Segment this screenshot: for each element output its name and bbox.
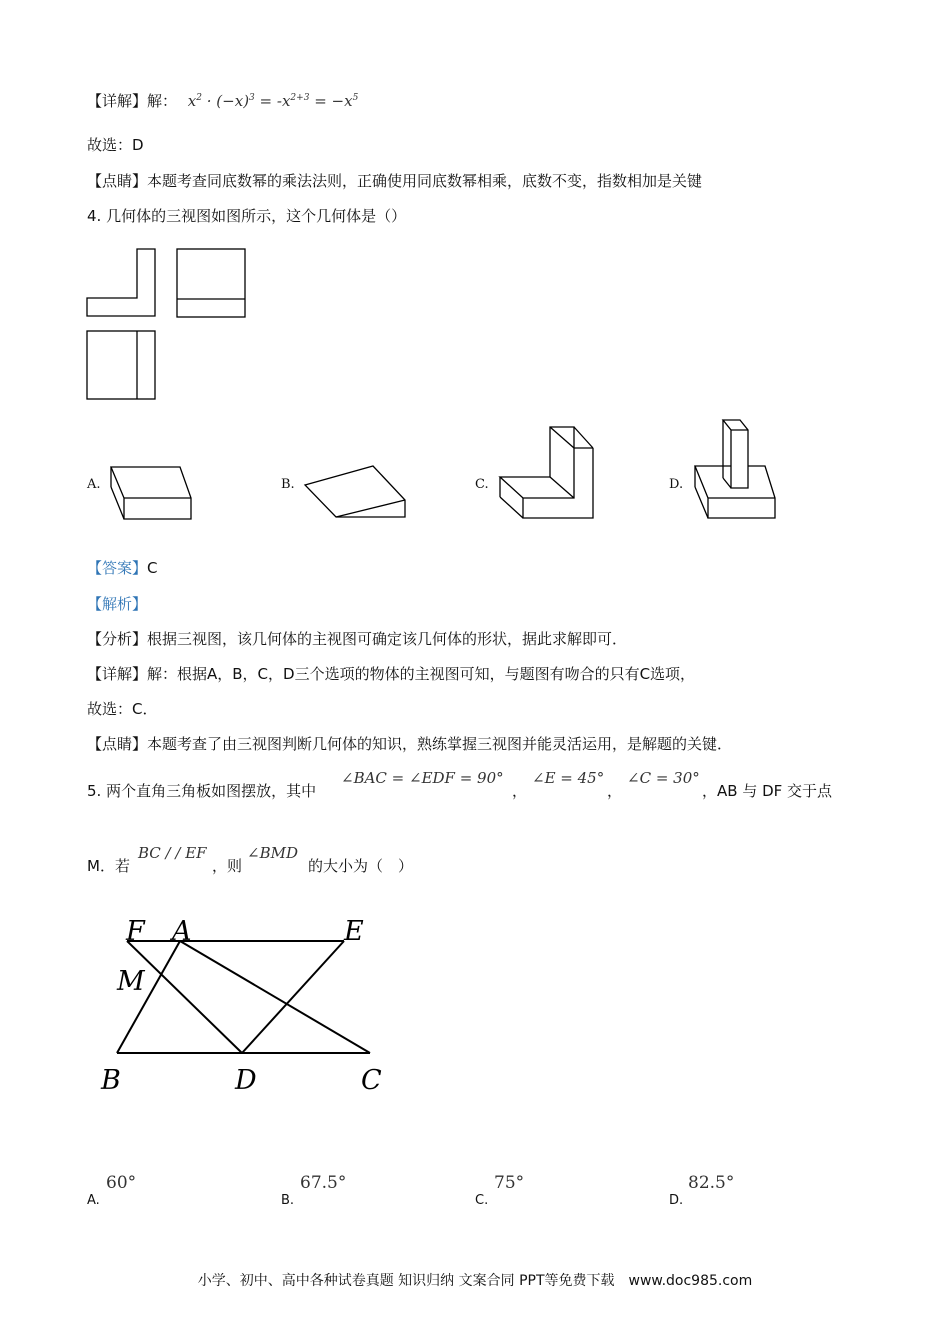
- point-d-label: D: [235, 1065, 257, 1096]
- option-a-label: A.: [87, 477, 101, 492]
- q5-stem-start: 5. 两个直角三角板如图摆放，其中: [87, 782, 317, 800]
- q5-cond4: BC / / EF: [138, 844, 207, 862]
- q5-cond3: ∠C = 30°: [627, 769, 700, 787]
- q5-option-d-label: D.: [669, 1193, 684, 1208]
- q5-line2-start: M．若: [87, 857, 130, 875]
- q5-line2-mid: ，则: [212, 857, 243, 875]
- q5-option-a-value: 60°: [106, 1173, 137, 1193]
- q5-option-a-label: A.: [87, 1193, 100, 1208]
- q5-option-c-label: C.: [475, 1193, 489, 1208]
- option-b-label: B.: [281, 477, 295, 492]
- q4-analysis: 【分析】根据三视图，该几何体的主视图可确定该几何体的形状，据此求解即可．: [87, 630, 628, 648]
- point-c-label: C: [361, 1065, 382, 1096]
- q5-option-b-value: 67.5°: [300, 1173, 347, 1193]
- q4-choose: 故选：C．: [87, 700, 158, 718]
- point-f-label: F: [126, 916, 145, 947]
- q5-option-b-label: B.: [281, 1193, 295, 1208]
- point-e-label: E: [344, 916, 364, 947]
- q5-stem-end: ，AB 与 DF 交于点: [702, 782, 833, 800]
- comment-prev: 【点睛】本题考查同底数幂的乘法法则，正确使用同底数幂相乘，底数不变，指数相加是关键: [87, 172, 703, 190]
- q5-cond1: ∠BAC = ∠EDF = 90°: [341, 769, 504, 787]
- q5-sep2: ，: [607, 782, 623, 800]
- point-a-label: A: [172, 916, 192, 947]
- q4-detail: 【详解】解：根据A，B，C，D三个选项的物体的主视图可知，与题图有吻合的只有C选项，: [87, 665, 696, 683]
- answer-prev: 故选：D: [87, 136, 144, 154]
- q5-option-d-value: 82.5°: [688, 1173, 735, 1193]
- q4-stem: 4. 几何体的三视图如图所示，这个几何体是（）: [87, 207, 407, 225]
- q5-option-c-value: 75°: [494, 1173, 525, 1193]
- detail-label: 【详解】解：: [87, 92, 178, 110]
- q4-comment: 【点睛】本题考查了由三视图判断几何体的知识，熟练掌握三视图并能灵活运用，是解题的关键．: [87, 735, 733, 753]
- q5-line2-end: 的大小为（ ）: [308, 857, 414, 875]
- q5-sep1: ，: [512, 782, 528, 800]
- option-c-label: C.: [475, 477, 489, 492]
- point-m-label: M: [117, 966, 145, 997]
- detail-formula: $x^2 \cdot (-x)^3 = -x^{2+3} = -x^5$: [187, 92, 359, 110]
- option-d-label: D.: [669, 477, 684, 492]
- point-b-label: B: [101, 1065, 121, 1096]
- footer: 小学、初中、高中各种试卷真题 知识归纳 文案合同 PPT等免费下载 www.doc985.com: [197, 1273, 753, 1289]
- q5-cond2: ∠E = 45°: [532, 769, 605, 787]
- q5-cond5: ∠BMD: [247, 844, 298, 862]
- q4-analysis-label: 【解析】: [87, 595, 148, 613]
- q4-answer: 【答案】C: [87, 559, 158, 577]
